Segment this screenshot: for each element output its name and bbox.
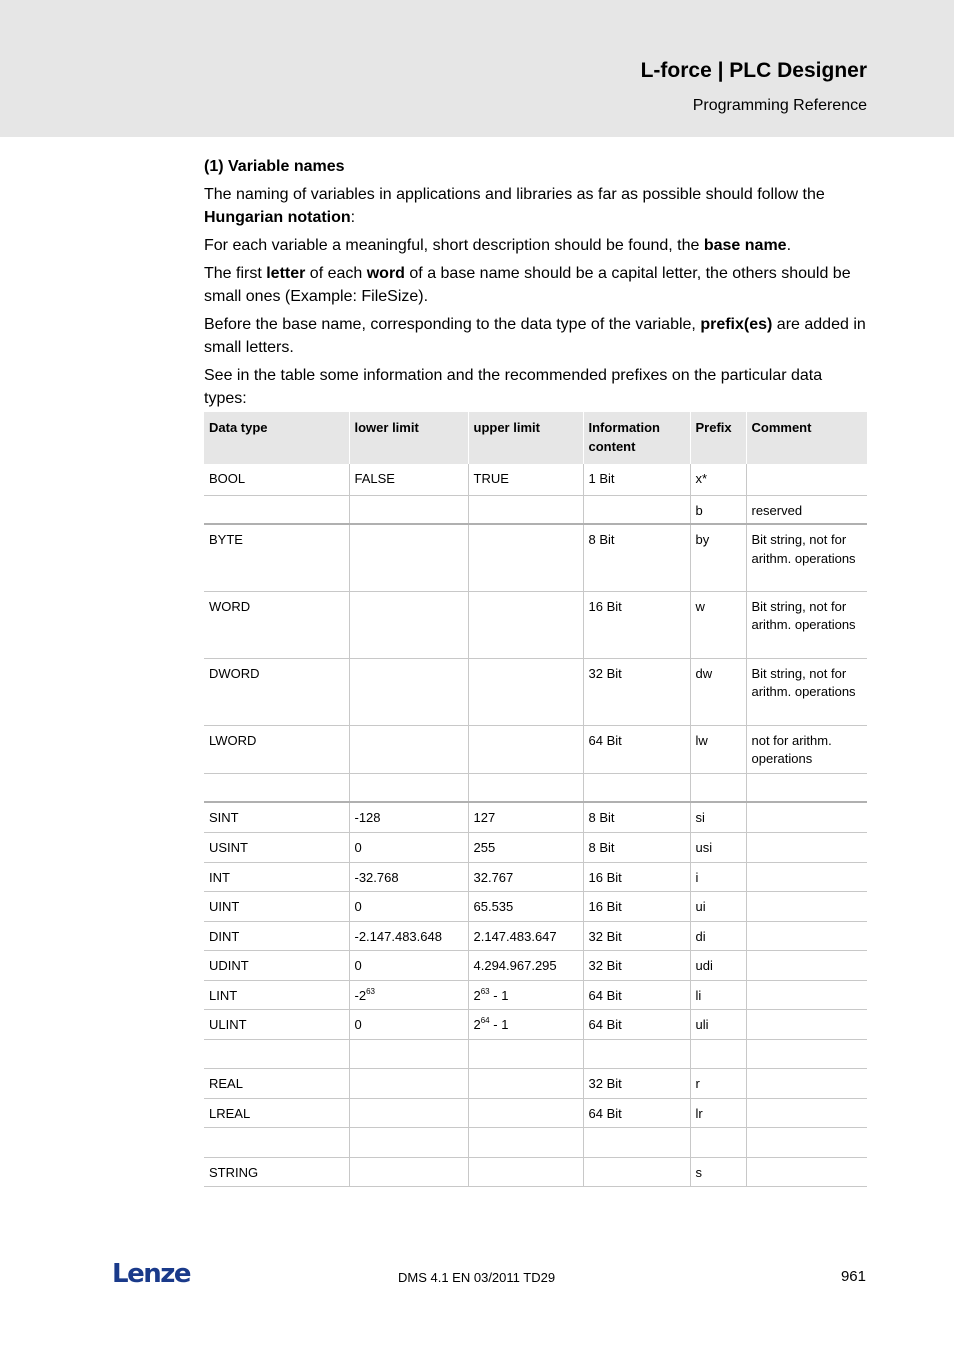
lenze-logo: Lenze	[112, 1259, 190, 1289]
cell-comment: Bit string, not for arithm. operations	[746, 524, 867, 591]
table-header-row	[204, 412, 867, 464]
cell-lower-limit	[349, 725, 468, 773]
cell-prefix	[690, 1039, 746, 1068]
cell-lower-limit: -2.147.483.648	[349, 921, 468, 950]
cell-upper-limit: 32.767	[468, 862, 583, 891]
cell-lower-limit: 0	[349, 950, 468, 980]
cell-information-content: 8 Bit	[583, 802, 690, 832]
cell-comment	[746, 1127, 867, 1157]
cell-comment	[746, 980, 867, 1009]
column-header-prefix: Prefix	[690, 412, 746, 464]
cell-lower-limit	[349, 495, 468, 524]
cell-data-type: LINT	[204, 980, 349, 1009]
cell-information-content: 64 Bit	[583, 1009, 690, 1039]
cell-prefix: li	[690, 980, 746, 1009]
cell-data-type	[204, 1127, 349, 1157]
paragraph-table-intro: See in the table some information and the recommended prefixes on the particular data types:	[204, 367, 823, 407]
cell-upper-limit	[468, 773, 583, 802]
table-row	[204, 832, 867, 862]
cell-prefix: di	[690, 921, 746, 950]
page-number: 961	[840, 1268, 866, 1285]
cell-comment	[746, 921, 867, 950]
term-word: word	[366, 265, 405, 282]
cell-data-type: LREAL	[204, 1098, 349, 1127]
column-header-data-type: Data type	[204, 412, 349, 464]
exponent: 64	[480, 1015, 490, 1025]
cell-information-content: 64 Bit	[583, 1098, 690, 1127]
cell-comment	[746, 1068, 867, 1098]
term-hungarian-notation: Hungarian notation	[204, 209, 351, 226]
cell-upper-limit	[468, 725, 583, 773]
cell-upper-limit: $2^{63} - 1$	[468, 980, 583, 1009]
cell-upper-limit: TRUE	[468, 464, 583, 495]
cell-comment	[746, 1009, 867, 1039]
exponent: 63	[366, 986, 375, 996]
section-heading: (1) Variable names	[204, 158, 345, 175]
cell-information-content	[583, 773, 690, 802]
cell-information-content: 32 Bit	[583, 658, 690, 725]
data-types-table	[204, 412, 867, 1187]
table-row	[204, 950, 867, 980]
paragraph-base-name: For each variable a meaningful, short description should be found, the base name.	[204, 237, 792, 254]
cell-prefix: usi	[690, 832, 746, 862]
table-row	[204, 1098, 867, 1127]
cell-upper-limit: 2.147.483.647	[468, 921, 583, 950]
cell-prefix	[690, 773, 746, 802]
cell-prefix: lr	[690, 1098, 746, 1127]
cell-prefix: ui	[690, 891, 746, 921]
cell-information-content: 64 Bit	[583, 725, 690, 773]
cell-data-type: REAL	[204, 1068, 349, 1098]
column-header-information-content: Information content	[583, 412, 690, 464]
cell-upper-limit	[468, 524, 583, 591]
cell-information-content: 16 Bit	[583, 891, 690, 921]
section-content	[204, 155, 867, 415]
cell-lower-limit	[349, 524, 468, 591]
table-row	[204, 658, 867, 725]
table-row	[204, 464, 867, 495]
cell-lower-limit: 0	[349, 891, 468, 921]
cell-upper-limit	[468, 495, 583, 524]
table-row	[204, 921, 867, 950]
cell-information-content	[583, 1157, 690, 1186]
cell-prefix: si	[690, 802, 746, 832]
cell-information-content: 16 Bit	[583, 591, 690, 658]
cell-lower-limit: $-2^{63}$	[349, 980, 468, 1009]
paragraph-hungarian-notation: The naming of variables in applications and libraries as far as possible should follow the Hungarian notation:	[204, 186, 825, 226]
column-header-comment: Comment	[746, 412, 867, 464]
cell-information-content: 32 Bit	[583, 921, 690, 950]
table-row	[204, 802, 867, 832]
cell-prefix: w	[690, 591, 746, 658]
cell-prefix: s	[690, 1157, 746, 1186]
term-base-name: base name	[703, 237, 787, 254]
cell-data-type: DWORD	[204, 658, 349, 725]
cell-comment	[746, 1098, 867, 1127]
cell-comment	[746, 773, 867, 802]
cell-data-type: LWORD	[204, 725, 349, 773]
cell-prefix: r	[690, 1068, 746, 1098]
cell-data-type	[204, 495, 349, 524]
cell-data-type: STRING	[204, 1157, 349, 1186]
cell-prefix: b	[690, 495, 746, 524]
cell-prefix: lw	[690, 725, 746, 773]
page-header	[0, 0, 954, 137]
exponent: 63	[480, 986, 490, 996]
cell-upper-limit	[468, 1127, 583, 1157]
cell-data-type	[204, 1039, 349, 1068]
cell-lower-limit	[349, 591, 468, 658]
cell-lower-limit: 0	[349, 1009, 468, 1039]
cell-information-content	[583, 495, 690, 524]
table-row	[204, 591, 867, 658]
cell-lower-limit: -32.768	[349, 862, 468, 891]
cell-comment: Bit string, not for arithm. operations	[746, 591, 867, 658]
table-row	[204, 1039, 867, 1068]
cell-data-type: UINT	[204, 891, 349, 921]
cell-lower-limit	[349, 1157, 468, 1186]
document-subtitle: Programming Reference	[692, 97, 867, 114]
cell-comment	[746, 891, 867, 921]
cell-upper-limit: 4.294.967.295	[468, 950, 583, 980]
cell-information-content: 8 Bit	[583, 832, 690, 862]
cell-lower-limit: FALSE	[349, 464, 468, 495]
cell-data-type: BOOL	[204, 464, 349, 495]
table-row	[204, 495, 867, 524]
cell-lower-limit	[349, 1127, 468, 1157]
cell-information-content: 32 Bit	[583, 950, 690, 980]
cell-comment: reserved	[746, 495, 867, 524]
cell-upper-limit	[468, 658, 583, 725]
cell-prefix: dw	[690, 658, 746, 725]
cell-data-type	[204, 773, 349, 802]
cell-prefix	[690, 1127, 746, 1157]
cell-data-type: ULINT	[204, 1009, 349, 1039]
column-header-lower-limit: lower limit	[349, 412, 468, 464]
paragraph-capitalization: The first letter of each word of a base name should be a capital letter, the others should be small ones (Example: FileSize).	[204, 265, 851, 305]
cell-comment: not for arithm. operations	[746, 725, 867, 773]
cell-information-content: 8 Bit	[583, 524, 690, 591]
cell-upper-limit	[468, 1039, 583, 1068]
document-id: DMS 4.1 EN 03/2011 TD29	[398, 1270, 556, 1285]
cell-information-content: 32 Bit	[583, 1068, 690, 1098]
term-letter: letter	[266, 265, 306, 282]
cell-lower-limit	[349, 658, 468, 725]
cell-data-type: SINT	[204, 802, 349, 832]
cell-information-content: 16 Bit	[583, 862, 690, 891]
cell-lower-limit	[349, 1039, 468, 1068]
cell-lower-limit: -128	[349, 802, 468, 832]
cell-upper-limit	[468, 591, 583, 658]
cell-lower-limit	[349, 773, 468, 802]
cell-upper-limit	[468, 1098, 583, 1127]
cell-comment: Bit string, not for arithm. operations	[746, 658, 867, 725]
cell-upper-limit: 255	[468, 832, 583, 862]
cell-upper-limit: $2^{64} - 1$	[468, 1009, 583, 1039]
column-header-upper-limit: upper limit	[468, 412, 583, 464]
cell-lower-limit: 0	[349, 832, 468, 862]
cell-data-type: BYTE	[204, 524, 349, 591]
cell-prefix: uli	[690, 1009, 746, 1039]
paragraph-prefixes: Before the base name, corresponding to the data type of the variable, prefix(es) are added in small letters.	[204, 316, 866, 356]
table-row	[204, 524, 867, 591]
cell-lower-limit	[349, 1068, 468, 1098]
cell-prefix: by	[690, 524, 746, 591]
cell-prefix: x*	[690, 464, 746, 495]
cell-information-content	[583, 1039, 690, 1068]
document-title: L-force | PLC Designer	[640, 59, 867, 82]
table-row	[204, 1009, 867, 1039]
cell-information-content	[583, 1127, 690, 1157]
table-row	[204, 1068, 867, 1098]
cell-data-type: INT	[204, 862, 349, 891]
table-row	[204, 980, 867, 1009]
cell-upper-limit	[468, 1068, 583, 1098]
cell-comment	[746, 1157, 867, 1186]
cell-data-type: UDINT	[204, 950, 349, 980]
table-row	[204, 1157, 867, 1186]
cell-comment	[746, 832, 867, 862]
table-row	[204, 862, 867, 891]
cell-prefix: udi	[690, 950, 746, 980]
cell-comment	[746, 862, 867, 891]
table-row	[204, 1127, 867, 1157]
cell-upper-limit: 65.535	[468, 891, 583, 921]
cell-upper-limit	[468, 1157, 583, 1186]
cell-comment	[746, 1039, 867, 1068]
cell-prefix: i	[690, 862, 746, 891]
cell-comment	[746, 464, 867, 495]
cell-lower-limit	[349, 1098, 468, 1127]
term-prefixes: prefix(es)	[700, 316, 773, 333]
cell-data-type: DINT	[204, 921, 349, 950]
cell-upper-limit: 127	[468, 802, 583, 832]
cell-data-type: USINT	[204, 832, 349, 862]
cell-information-content: 1 Bit	[583, 464, 690, 495]
table-row	[204, 773, 867, 802]
table-row	[204, 725, 867, 773]
cell-comment	[746, 950, 867, 980]
cell-information-content: 64 Bit	[583, 980, 690, 1009]
cell-comment	[746, 802, 867, 832]
table-row	[204, 891, 867, 921]
cell-data-type: WORD	[204, 591, 349, 658]
